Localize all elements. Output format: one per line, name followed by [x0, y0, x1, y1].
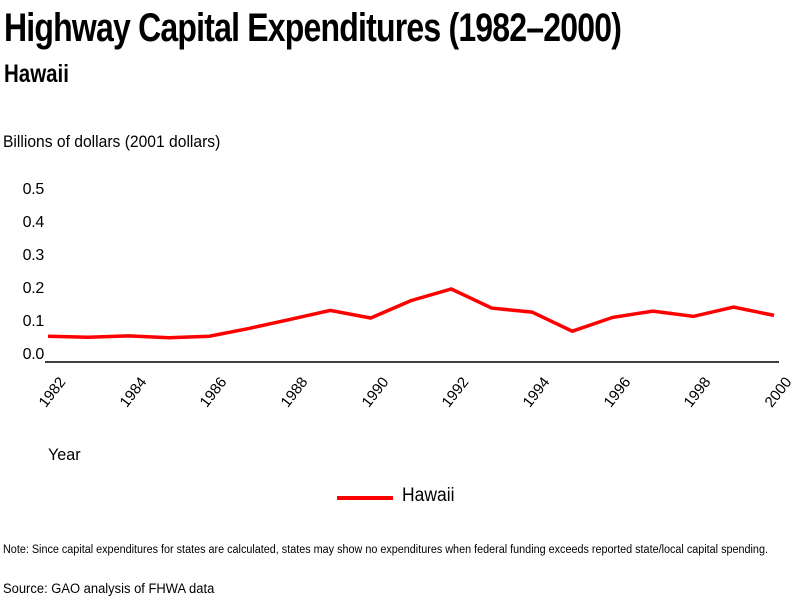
- x-tick-label-1996: 1996: [600, 374, 635, 411]
- note-text: Note: Since capital expenditures for states are calculated, states may show no expenditures when federal funding exceeds reported state/local capital spending.: [3, 544, 768, 556]
- x-tick-label-1984: 1984: [116, 374, 151, 411]
- legend-line-swatch: [337, 496, 393, 500]
- x-tick-label-1992: 1992: [438, 374, 473, 411]
- x-tick-label-1998: 1998: [680, 374, 715, 411]
- chart-subtitle: Hawaii: [4, 60, 69, 88]
- x-tick-label-1988: 1988: [277, 374, 312, 411]
- data-line-hawaii: [48, 289, 774, 338]
- x-tick-label-1990: 1990: [358, 374, 393, 411]
- y-tick-label-0.0: 0.0: [22, 346, 44, 363]
- x-tick-label-1986: 1986: [196, 374, 231, 411]
- y-tick-label-0.3: 0.3: [22, 247, 44, 264]
- x-tick-label-1994: 1994: [519, 374, 554, 411]
- x-tick-label-1982: 1982: [35, 374, 70, 411]
- x-tick-label-2000: 2000: [761, 374, 796, 411]
- x-axis-title: Year: [48, 445, 81, 464]
- y-tick-label-0.4: 0.4: [22, 214, 44, 231]
- chart-title: Highway Capital Expenditures (1982–2000): [4, 6, 622, 50]
- source-text: Source: GAO analysis of FHWA data: [3, 581, 215, 596]
- y-tick-label-0.1: 0.1: [22, 313, 44, 330]
- y-tick-label-0.2: 0.2: [22, 280, 44, 297]
- legend-label: Hawaii: [402, 485, 455, 506]
- y-tick-label-0.5: 0.5: [22, 181, 44, 198]
- y-axis-unit-label: Billions of dollars (2001 dollars): [3, 132, 221, 151]
